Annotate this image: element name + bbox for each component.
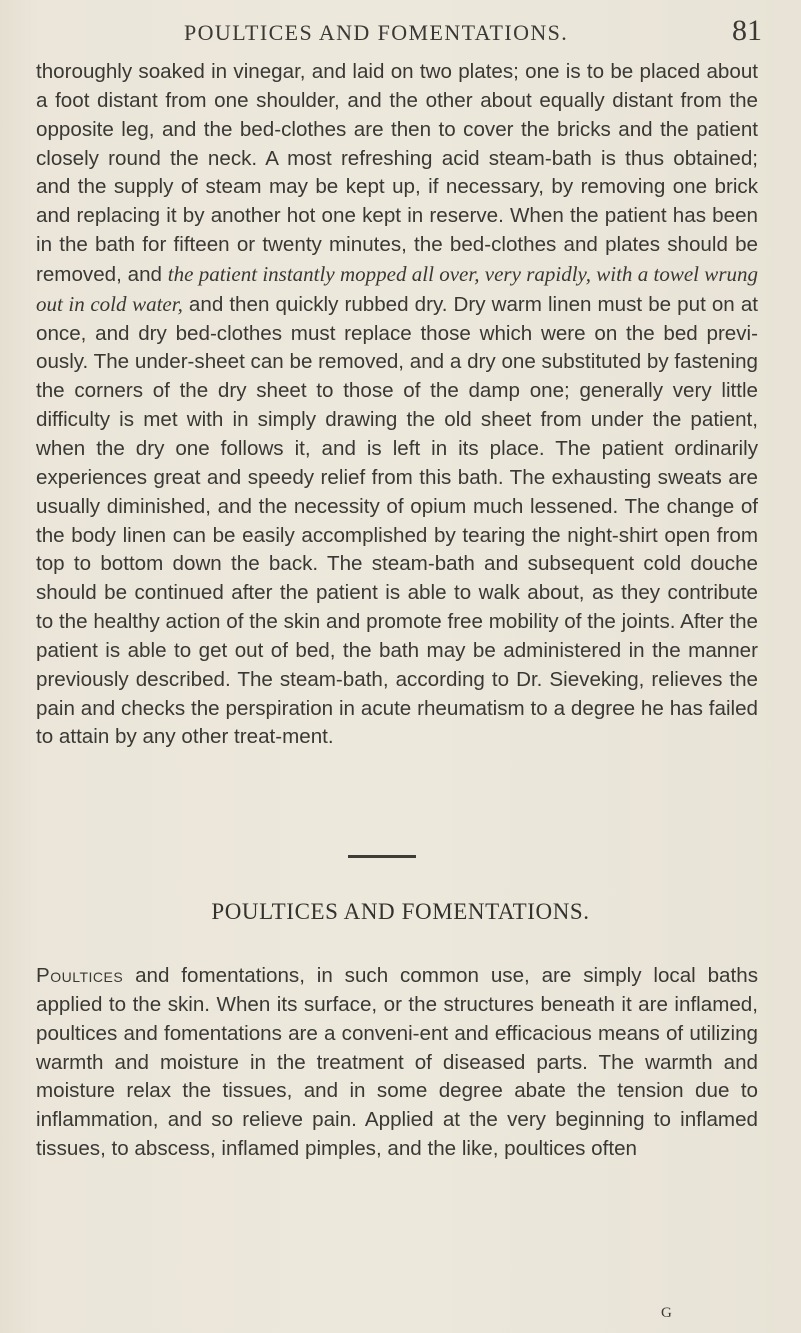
paragraph-poultices xyxy=(36,962,758,1164)
running-head xyxy=(0,14,801,54)
running-title: POULTICES AND FOMENTATIONS. xyxy=(184,20,569,45)
paragraph-text: and fomentations, in such common use, are simply local baths applied to the skin. When its surface, or the structures beneath it are inflamed, poultices and fomentations are a conveni-ent and efficacious means of utilizing warmth and moisture in the treatment of diseased parts. The warmth and moisture relax the tissues, and in some degree abate the tension due to inflammation, and so relieve pain. Applied at the very beginning to inflamed tissues, to abscess, inflamed pimples, and the like, poultices often xyxy=(36,964,758,1161)
section-divider xyxy=(348,855,416,858)
paragraph-text: and then quickly rubbed dry. Dry warm linen must be put on at once, and dry bed-clothes must replace those which were on the bed previ-ously. The under-sheet can be removed, and a dry one substituted by fastening the corners of the dry sheet to those of the damp one; generally very little difficulty is met with in simply drawing the old sheet from under the patient, when the dry one follows it, and is left in its place. The patient ordinarily experiences great and speedy relief from this bath. The exhausting sweats are usually diminished, and the necessity of opium much lessened. The change of the body linen can be easily accomplished by tearing the night-shirt open from top to bottom down the back. The steam-bath and subsequent cold douche should be continued after the patient is able to walk about, as they contribute to the healthy action of the skin and promote free mobility of the joints. After the patient is able to get out of bed, the bath may be administered in the manner previously described. The steam-bath, according to Dr. Sieveking, relieves the pain and checks the perspiration in acute rheumatism to a degree he has failed to attain by any other treat-ment. xyxy=(36,292,758,749)
italic-instruction: the patient instantly mopped all over, very rapidly, with a towel wrung out in cold water, xyxy=(36,261,758,316)
lead-word: Poultices xyxy=(36,964,124,987)
paragraph-text: thoroughly soaked in vinegar, and laid on two plates; one is to be placed about a foot distant from one shoulder, and the other about equally distant from the opposite leg, and the bed-clothes are then to cover the bricks and the patient closely round the neck. A most refreshing acid steam-bath is thus obtained; and the supply of steam may be kept up, if necessary, by removing one brick and replacing it by another hot one kept in reserve. When the patient has been in the bath for fifteen or twenty minutes, the bed-clothes and plates should be removed, and xyxy=(36,60,758,286)
page-number: 81 xyxy=(732,14,762,47)
signature-mark: G xyxy=(661,1305,672,1321)
paragraph-continued xyxy=(36,58,758,752)
section-heading: POULTICES AND FOMENTATIONS. xyxy=(211,899,590,924)
